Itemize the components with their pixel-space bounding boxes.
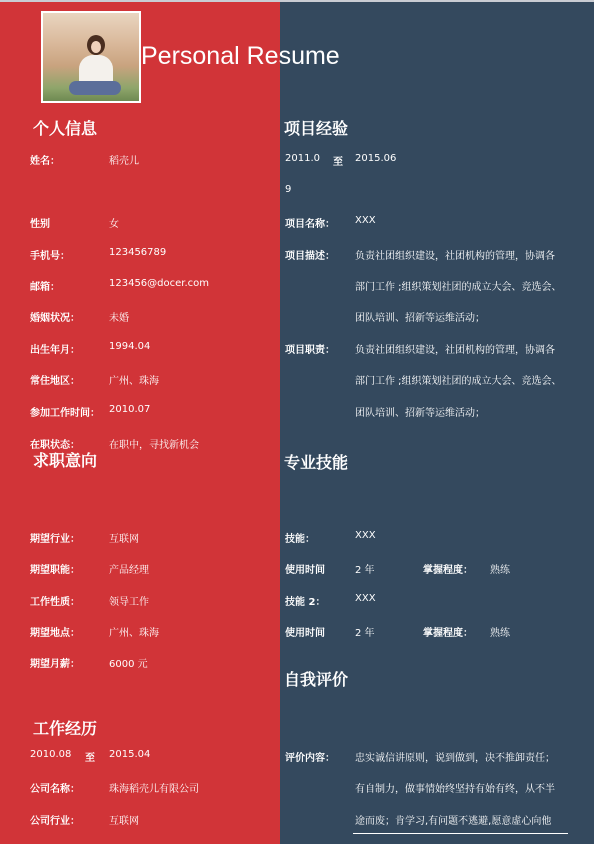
company-label: 公司名称： — [30, 784, 80, 795]
time1-label: 使用时间 — [285, 565, 325, 576]
skill1-value: XXX — [355, 530, 376, 541]
evaluation-label: 评价内容： — [285, 753, 335, 764]
workstart-value: 2010.07 — [109, 404, 151, 415]
industry-label: 期望行业： — [30, 534, 80, 545]
proj-duty-line: 部门工作 ;组织策划社团的成立大会、竞选会、 — [355, 376, 562, 387]
exp-end: 2015.04 — [109, 749, 151, 760]
level2-value: 熟练 — [490, 628, 510, 639]
proj-name-value: XXX — [355, 215, 376, 226]
marital-value: 未婚 — [109, 313, 129, 324]
company-industry-label: 公司行业： — [30, 816, 80, 827]
company-value: 珠海稻壳儿有限公司 — [109, 784, 199, 795]
proj-duty-line: 负责社团组织建设，社团机构的管理，协调各 — [355, 345, 555, 356]
time2-label: 使用时间 — [285, 628, 325, 639]
position-value: 产品经理 — [109, 565, 149, 576]
skills-heading: 专业技能 — [284, 453, 349, 472]
location-label: 期望地点： — [30, 628, 80, 639]
proj-name-label: 项目名称： — [285, 219, 335, 230]
nature-label: 工作性质： — [30, 597, 80, 608]
proj-start-line1: 2011.0 — [285, 153, 320, 164]
evaluation-line: 有自制力，做事情始终坚持有始有终，从不半 — [355, 784, 555, 795]
proj-duty-line: 团队培训、招新等运维活动； — [355, 408, 485, 419]
proj-to: 至 — [333, 157, 343, 168]
profile-photo — [41, 11, 141, 103]
skill2-label: 技能 2： — [285, 597, 326, 608]
gender-value: 女 — [109, 219, 119, 230]
proj-desc-line: 团队培训、招新等运维活动； — [355, 313, 485, 324]
phone-label: 手机号： — [30, 251, 70, 262]
industry-value: 互联网 — [109, 534, 139, 545]
evaluation-heading: 自我评价 — [284, 670, 349, 689]
evaluation-line: 忠实诚信讲原则，说到做到，决不推卸责任； — [355, 753, 555, 764]
intention-heading: 求职意向 — [33, 451, 98, 470]
company-industry-value: 互联网 — [109, 816, 139, 827]
residence-label: 常住地区： — [30, 376, 80, 387]
name-label: 姓名： — [30, 156, 60, 167]
proj-desc-line: 负责社团组织建设，社团机构的管理，协调各 — [355, 251, 555, 262]
residence-value: 广州、珠海 — [109, 376, 159, 387]
workstart-label: 参加工作时间： — [30, 408, 100, 419]
level2-label: 掌握程度： — [423, 628, 473, 639]
experience-heading: 工作经历 — [33, 719, 98, 738]
status-label: 在职状态： — [30, 440, 80, 451]
position-label: 期望职能： — [30, 565, 80, 576]
proj-duty-label: 项目职责： — [285, 345, 335, 356]
time2-value: 2 年 — [355, 628, 375, 639]
skill2-value: XXX — [355, 593, 376, 604]
evaluation-line: 途而废；肯学习,有问题不逃避,愿意虚心向他 — [355, 816, 552, 827]
resume-title: Personal Resume — [141, 42, 340, 70]
birth-label: 出生年月： — [30, 345, 80, 356]
location-value: 广州、珠海 — [109, 628, 159, 639]
marital-label: 婚姻状况： — [30, 313, 80, 324]
proj-desc-label: 项目描述： — [285, 251, 335, 262]
gender-label: 性别 — [30, 219, 50, 230]
level1-value: 熟练 — [490, 565, 510, 576]
birth-value: 1994.04 — [109, 341, 151, 352]
skill1-label: 技能： — [285, 534, 315, 545]
name-value: 稻壳儿 — [109, 156, 139, 167]
cell-underline — [353, 833, 568, 834]
salary-value: 6000 元 — [109, 659, 148, 670]
proj-desc-line: 部门工作 ;组织策划社团的成立大会、竞选会、 — [355, 282, 562, 293]
phone-value: 123456789 — [109, 247, 167, 258]
status-value: 在职中，寻找新机会 — [109, 440, 199, 451]
email-value: 123456@docer.com — [109, 278, 210, 289]
exp-start: 2010.08 — [30, 749, 72, 760]
time1-value: 2 年 — [355, 565, 375, 576]
nature-value: 领导工作 — [109, 597, 149, 608]
projects-heading: 项目经验 — [284, 119, 349, 138]
exp-to: 至 — [85, 753, 95, 764]
proj-start-line2: 9 — [285, 184, 292, 195]
personal-info-heading: 个人信息 — [33, 119, 98, 138]
proj-end: 2015.06 — [355, 153, 397, 164]
salary-label: 期望月薪： — [30, 659, 80, 670]
level1-label: 掌握程度： — [423, 565, 473, 576]
email-label: 邮箱： — [30, 282, 60, 293]
